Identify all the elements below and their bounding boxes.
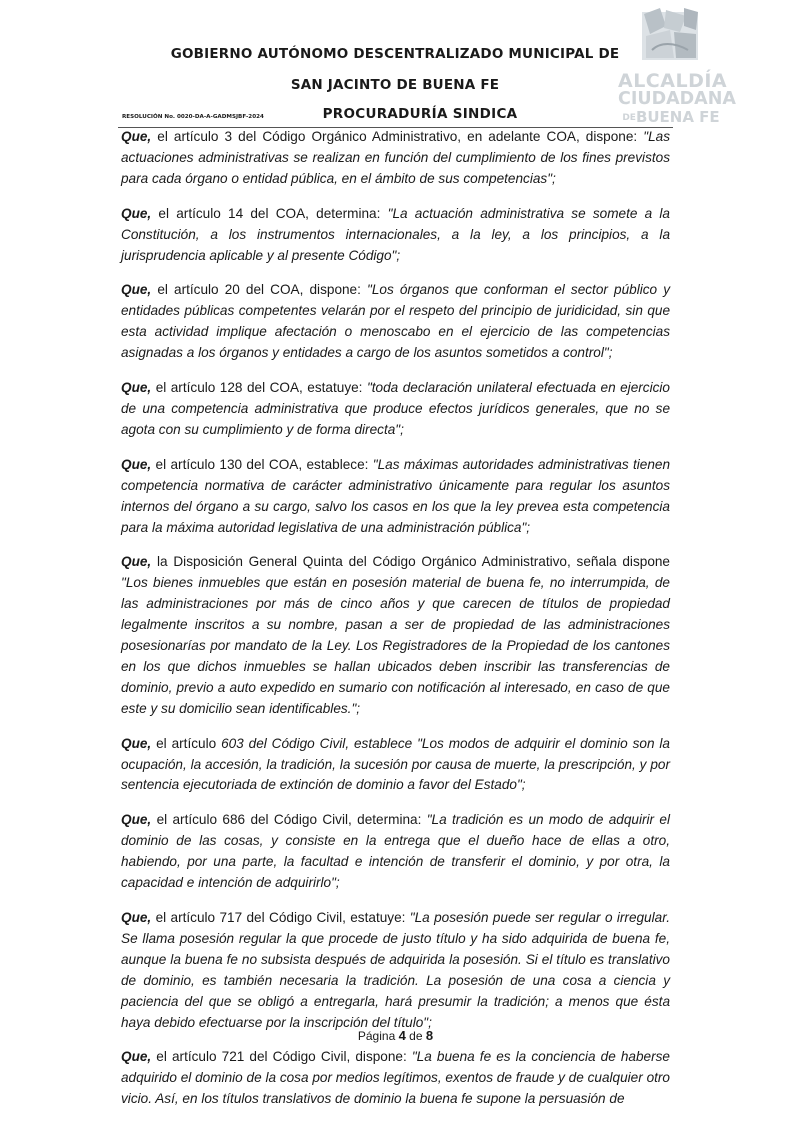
logo-text-de: DE	[622, 113, 636, 123]
header-title-line2: SAN JACINTO DE BUENA FE	[290, 77, 500, 93]
que-keyword: Que,	[121, 456, 152, 472]
considerando-paragraph	[121, 734, 670, 797]
paragraph-text: el artículo 717 del Código Civil, estatuye:	[151, 910, 410, 925]
logo-text-line1: ALCALDÍA	[618, 70, 728, 92]
logo-text-buena-fe: BUENA FE	[635, 108, 720, 126]
paragraph-quote: "La tradición es un modo de adquirir el dominio de las cosas, y consiste en la entrega que el dueño hace de ellas a otro, habiendo, por una parte, la facultad e intención de transferir el dominio, y por otra, la capacidad e intención de adquirirlo";	[121, 812, 670, 891]
que-keyword: Que,	[121, 1049, 152, 1065]
paragraph-text: el artículo 130 del COA, establece:	[151, 456, 373, 472]
considerando-paragraph	[121, 908, 670, 1033]
paragraph-text: el artículo 20 del COA, dispone:	[151, 282, 368, 298]
page-total: 8	[425, 1028, 434, 1043]
que-keyword: Que,	[121, 735, 152, 751]
que-keyword: Que,	[121, 205, 152, 221]
que-keyword: Que,	[121, 380, 152, 396]
paragraph-quote: "La buena fe es la conciencia de haberse adquirido el dominio de la cosa por medios legítimos, exentos de fraude y de cualquier otro vicio. Así, en los títulos translativos de dominio la buena fe supone la persuasión de	[121, 1049, 670, 1107]
page-footer	[0, 1028, 791, 1043]
paragraph-text: el artículo 128 del COA, estatuye:	[151, 380, 367, 396]
page-current: 4	[398, 1028, 406, 1043]
paragraph-quote: "La actuación administrativa se somete a la Constitución, a los instrumentos internacionales, a la ley, a los principios, a la jurisprudencia aplicable y al presente Código";	[121, 205, 670, 263]
paragraph-text: el artículo 686 del Código Civil, determina:	[151, 812, 427, 828]
paragraph-quote: 603 del Código Civil, establece "Los modos de adquirir el dominio son la ocupación, la accesión, la tradición, la sucesión por causa de muerte, la prescripción, y por sentencia ejecutoriada de extinción de dominio a favor del Estado";	[121, 735, 670, 793]
paragraph-quote: "Las máximas autoridades administrativas tienen competencia normativa de carácter administrativo únicamente para regular los asuntos internos del órgano a su cargo, salvo los casos en los que la ley prevea esta competencia para la máxima autoridad legislativa de una administración pública";	[121, 456, 670, 535]
considerando-paragraph	[121, 127, 670, 190]
header-office: PROCURADURÍA SINDICA	[322, 106, 518, 122]
paragraph-quote: "La posesión puede ser regular o irregular. Se llama posesión regular la que procede de justo título y ha sido adquirida de buena fe, aunque la buena fe no subsista después de adquirida la posesión. Si el título es translativo de dominio, es también necesaria la tradición. La posesión de una cosa a ciencia y paciencia del que se obligó a entregarla, hará presumir la tradición; a menos que ésta haya debido efectuarse por la inscripción del título";	[121, 910, 670, 1030]
paragraph-text: el artículo	[151, 735, 222, 751]
municipality-emblem-icon	[640, 6, 700, 62]
logo-text-line3	[618, 110, 724, 125]
paragraph-text: la Disposición General Quinta del Código Orgánico Administrativo, señala dispone	[151, 554, 670, 570]
considerando-paragraph	[121, 280, 670, 364]
page-of: de	[409, 1029, 423, 1043]
que-keyword: Que,	[121, 282, 152, 298]
paragraph-text: el artículo 721 del Código Civil, dispone:	[151, 1049, 412, 1065]
que-keyword: Que,	[121, 812, 152, 828]
page-label: Página	[357, 1029, 396, 1043]
considerando-paragraph	[121, 378, 670, 441]
resolution-number: RESOLUCIÓN No. 0020-DA-A-GADMSJBF-2024	[122, 114, 264, 120]
paragraph-quote: "Los órganos que conforman el sector público y entidades públicas competentes velarán por el respeto del principio de juridicidad, sin que esta actividad implique afectación o menoscabo en el ejercicio de las competencias asignadas a los órganos y entidades a cargo de los asuntos sometidos a control";	[121, 282, 670, 361]
logo-text-line2: CIUDADANA	[618, 89, 736, 109]
paragraph-quote: "Las actuaciones administrativas se realizan en función del cumplimiento de los fines previstos para cada órgano o entidad pública, en el ámbito de sus competencias";	[121, 129, 670, 186]
que-keyword: Que,	[121, 910, 152, 925]
que-keyword: Que,	[121, 129, 152, 144]
considerando-paragraph	[121, 204, 670, 267]
considerando-paragraph	[121, 810, 670, 894]
considerando-paragraph	[121, 1047, 670, 1110]
paragraph-text: el artículo 14 del COA, determina:	[151, 205, 388, 221]
document-body	[121, 127, 670, 1124]
paragraph-quote: "Los bienes inmuebles que están en posesión material de buena fe, no interrumpida, de las administraciones por más de cinco años y que carecen de títulos de propiedad legalmente inscritos a su nombre, pasan a ser de propiedad de las administraciones posesionarías por mandato de la Ley. Los Registradores de la Propiedad de los cantones en los que dichos inmuebles se hallan ubicados deben inscribir las transferencias de dominio, previo a auto expedido en sumario con notificación al interesado, en caso de que este y su domicilio sean identificables.";	[121, 575, 670, 716]
municipality-logo	[618, 4, 736, 128]
que-keyword: Que,	[121, 554, 152, 570]
header-title-line1: GOBIERNO AUTÓNOMO DESCENTRALIZADO MUNICIPAL DE	[170, 46, 620, 62]
considerando-paragraph	[121, 455, 670, 539]
considerando-paragraph	[121, 552, 670, 719]
paragraph-quote: "toda declaración unilateral efectuada en ejercicio de una competencia administrativa que produce efectos jurídicos generales, que no se agota con su cumplimiento y de forma directa";	[121, 380, 670, 437]
page-header	[0, 0, 791, 140]
paragraph-text: el artículo 3 del Código Orgánico Administrativo, en adelante COA, dispone:	[151, 129, 644, 144]
